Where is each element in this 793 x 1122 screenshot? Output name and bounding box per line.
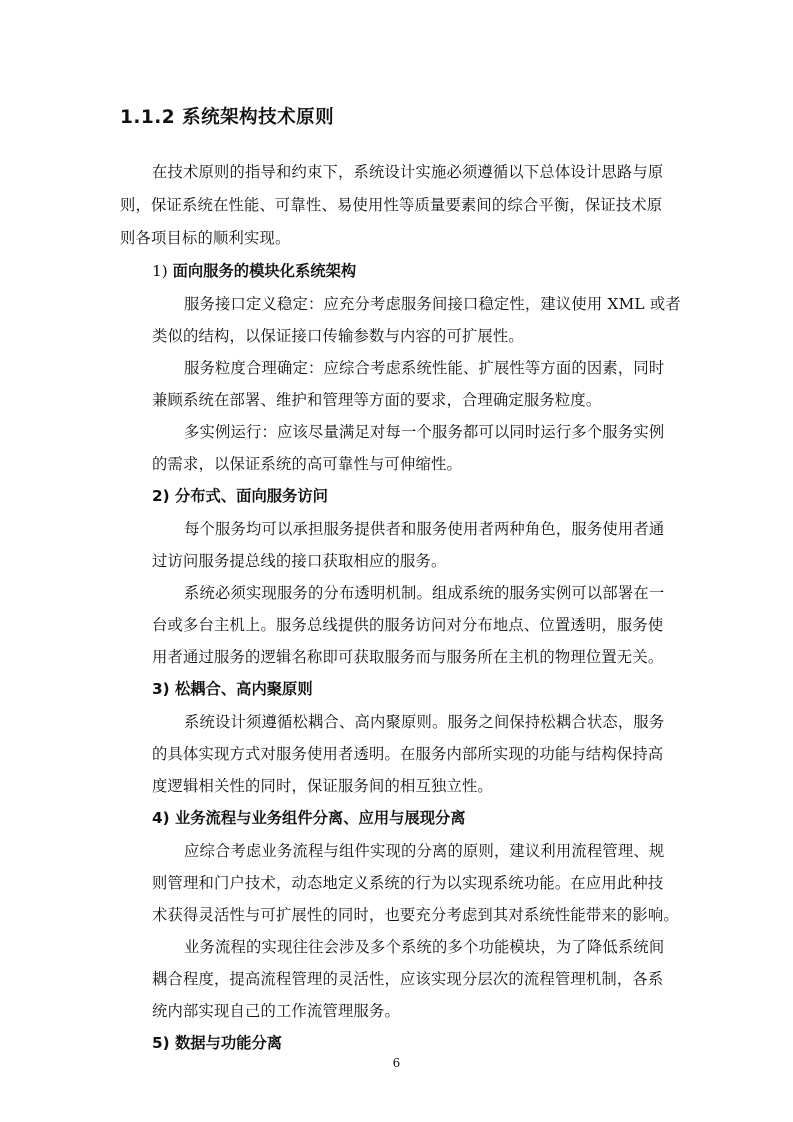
paragraph-line: 台或多台主机上。服务总线提供的服务访问对分布地点、位置透明，服务使 [152, 616, 664, 634]
paragraph-line: 系统设计须遵循松耦合、高内聚原则。服务之间保持松耦合状态，服务 [184, 713, 665, 731]
page-number: 6 [392, 1056, 401, 1070]
heading-2: 2) 分布式、面向服务访问 [152, 487, 328, 505]
paragraph-line: 则管理和门户技术，动态地定义系统的行为以实现系统功能。在应用此种技 [152, 874, 664, 892]
paragraph-line: 术获得灵活性与可扩展性的同时，也要充分考虑到其对系统性能带来的影响。 [152, 906, 679, 924]
section-title: 1.1.2 系统架构技术原则 [120, 107, 335, 128]
paragraph-line: 服务接口定义稳定：应充分考虑服务间接口稳定性，建议使用 XML 或者 [184, 295, 681, 313]
paragraph-line: 系统必须实现服务的分布透明机制。组成系统的服务实例可以部署在一 [184, 584, 665, 602]
intro-line: 在技术原则的指导和约束下，系统设计实施必须遵循以下总体设计思路与原 [152, 163, 664, 181]
paragraph-line: 度逻辑相关性的同时，保证服务间的相互独立性。 [152, 777, 493, 795]
paragraph-line: 业务流程的实现往往会涉及多个系统的多个功能模块，为了降低系统间 [184, 938, 665, 956]
paragraph-line: 过访问服务提总线的接口获取相应的服务。 [152, 552, 447, 570]
paragraph-line: 的具体实现方式对服务使用者透明。在服务内部所实现的功能与结构保持高 [152, 745, 664, 763]
heading-1 [152, 259, 356, 281]
heading-4: 4) 业务流程与业务组件分离、应用与展现分离 [152, 809, 466, 827]
paragraph-line: 应综合考虑业务流程与组件实现的分离的原则，建议利用流程管理、规 [184, 842, 665, 860]
paragraph-line: 的需求，以保证系统的高可靠性与可伸缩性。 [152, 455, 462, 473]
intro-line: 则各项目标的顺利实现。 [120, 229, 291, 247]
heading-5: 5) 数据与功能分离 [152, 1034, 283, 1052]
paragraph-line: 多实例运行：应该尽量满足对每一个服务都可以同时运行多个服务实例 [184, 423, 665, 441]
heading-3: 3) 松耦合、高内聚原则 [152, 680, 313, 698]
paragraph-line: 服务粒度合理确定：应综合考虑系统性能、扩展性等方面的因素，同时 [184, 359, 665, 377]
paragraph-line: 统内部实现自己的工作流管理服务。 [152, 1002, 400, 1020]
paragraph-line: 每个服务均可以承担服务提供者和服务使用者两种角色，服务使用者通 [184, 520, 665, 538]
paragraph-line: 类似的结构，以保证接口传输参数与内容的可扩展性。 [152, 327, 524, 345]
heading-1-number: 1) [152, 262, 168, 280]
heading-1-text: 面向服务的模块化系统架构 [172, 262, 357, 280]
paragraph-line: 兼顾系统在部署、维护和管理等方面的要求，合理确定服务粒度。 [152, 391, 602, 409]
paragraph-line: 用者通过服务的逻辑名称即可获取服务而与服务所在主机的物理位置无关。 [152, 648, 664, 666]
paragraph-line: 耦合程度，提高流程管理的灵活性，应该实现分层次的流程管理机制，各系 [152, 970, 664, 988]
intro-line: 则，保证系统在性能、可靠性、易使用性等质量要素间的综合平衡，保证技术原 [120, 196, 663, 214]
